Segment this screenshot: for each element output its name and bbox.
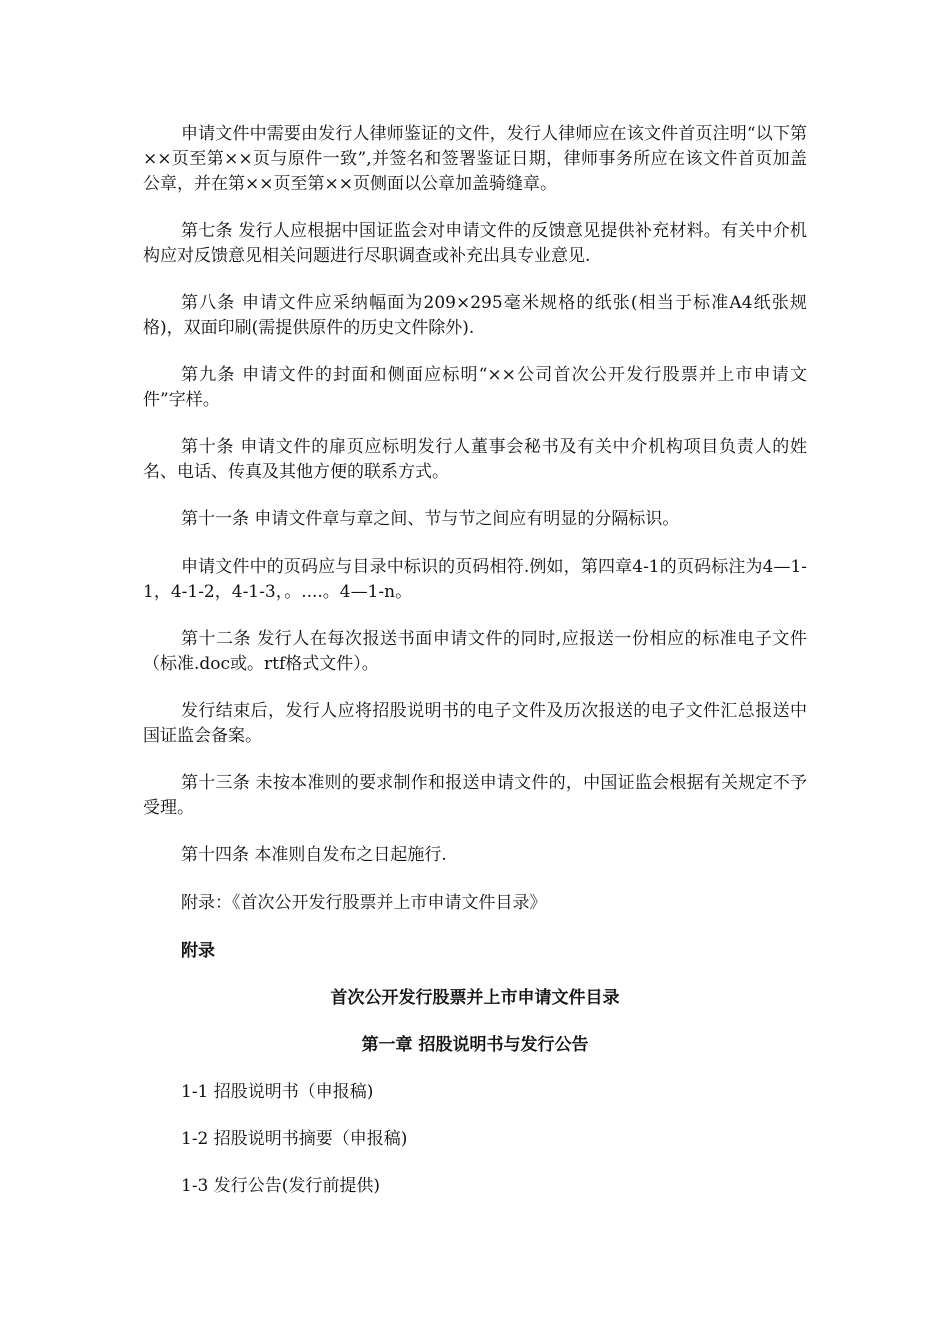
chapter-title: 第一章 招股说明书与发行公告 xyxy=(361,1035,589,1055)
paragraph-page-numbering: 申请文件中的页码应与目录中标识的页码相符.例如，第四章4-1的页码标注为4—1-1，4-1-2，4-1-3，。....。4—1-n。 xyxy=(143,557,807,602)
list-item: 1-3 发行公告(发行前提供) xyxy=(181,1176,381,1196)
paragraph-lawyer-verification: 申请文件中需要由发行人律师鉴证的文件，发行人律师应在该文件首页注明“以下第××页至第××页与原件一致”,并签名和签署鉴证日期，律师事务所应在该文件首页加盖公章，并在第××页至第××页侧面以公章加盖骑缝章。 xyxy=(143,124,807,194)
paragraph-appendix-reference: 附录：《首次公开发行股票并上市申请文件目录》 xyxy=(181,893,547,913)
list-item: 1-2 招股说明书摘要（申报稿) xyxy=(181,1129,408,1149)
document-page xyxy=(143,122,807,1221)
paragraph-article-13: 第十三条 未按本准则的要求制作和报送申请文件的，中国证监会根据有关规定不予受理。 xyxy=(143,773,807,818)
list-item: 1-1 招股说明书（申报稿) xyxy=(181,1082,374,1102)
paragraph-article-10: 第十条 申请文件的扉页应标明发行人董事会秘书及有关中介机构项目负责人的姓名、电话、传真及其他方便的联系方式。 xyxy=(143,437,807,482)
paragraph-article-14: 第十四条 本准则自发布之日起施行. xyxy=(181,845,447,865)
appendix-title: 首次公开发行股票并上市申请文件目录 xyxy=(330,988,620,1008)
paragraph-article-12: 第十二条 发行人在每次报送书面申请文件的同时,应报送一份相应的标准电子文件（标准.doc或。rtf格式文件）。 xyxy=(143,629,807,674)
paragraph-after-issuance: 发行结束后，发行人应将招股说明书的电子文件及历次报送的电子文件汇总报送中国证监会备案。 xyxy=(143,701,807,746)
paragraph-article-11: 第十一条 申请文件章与章之间、节与节之间应有明显的分隔标识。 xyxy=(181,509,680,529)
paragraph-article-9: 第九条 申请文件的封面和侧面应标明“××公司首次公开发行股票并上市申请文件”字样。 xyxy=(143,365,807,410)
appendix-heading: 附录 xyxy=(181,941,215,961)
paragraph-article-8: 第八条 申请文件应采纳幅面为209×295毫米规格的纸张(相当于标准A4纸张规格)，双面印刷(需提供原件的历史文件除外). xyxy=(143,293,807,338)
paragraph-article-7: 第七条 发行人应根据中国证监会对申请文件的反馈意见提供补充材料。有关中介机构应对反馈意见相关问题进行尽职调查或补充出具专业意见. xyxy=(143,221,807,266)
